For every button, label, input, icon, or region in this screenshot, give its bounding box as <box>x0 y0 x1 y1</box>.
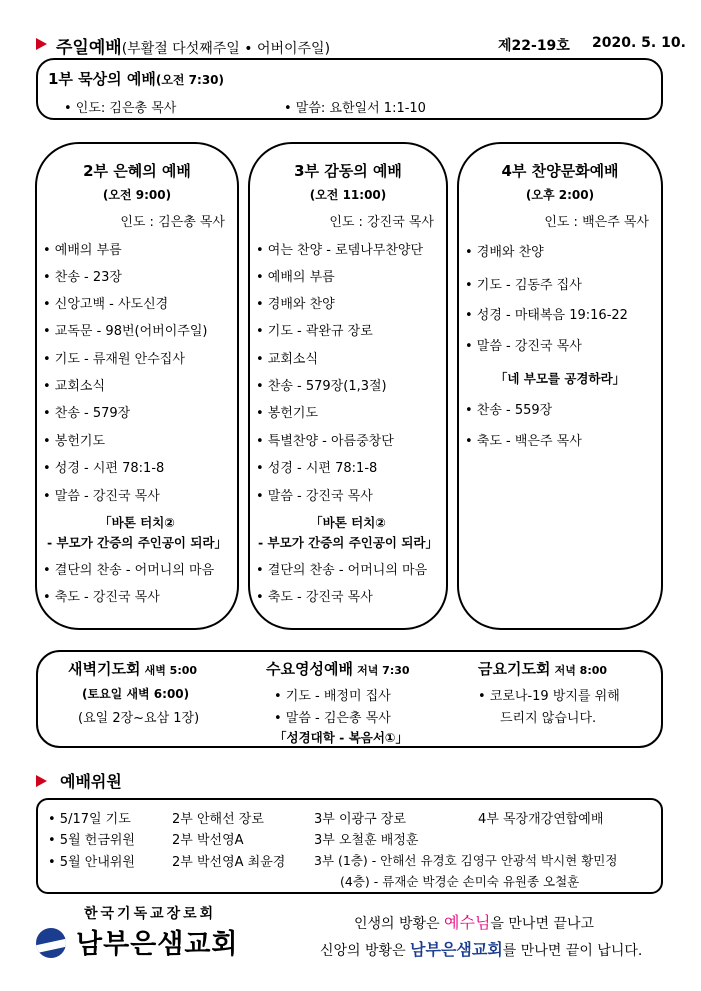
dawn-prayer-title: 새벽기도회 <box>68 660 141 678</box>
friday-notice-cont: 드리지 않습니다. <box>500 711 597 726</box>
service-title: 4부 찬양문화예배 <box>501 162 619 180</box>
first-service-leader: • 인도: 김은총 목사 <box>64 101 177 116</box>
workers-entry: 2부 박선영A <box>172 833 244 848</box>
sermon-title: 「네 부모를 공경하라」 <box>494 371 626 386</box>
weekday-services-box <box>36 650 663 748</box>
dawn-prayer-saturday: (토요일 새벽 6:00) <box>82 687 190 701</box>
wednesday-service-heading <box>266 658 410 679</box>
service-time: (오전 11:00) <box>309 188 387 202</box>
workers-entry: 3부 오철훈 배정훈 <box>314 833 419 848</box>
service-column-2 <box>35 142 239 630</box>
service-time: (오후 2:00) <box>525 188 595 202</box>
motto-highlight: 예수님 <box>444 913 491 932</box>
service-item: • 신앙고백 - 사도신경 <box>43 297 169 312</box>
service-item: • 성경 - 시편 78:1-8 <box>256 461 378 476</box>
service-item: • 특별찬양 - 아름중창단 <box>256 434 394 449</box>
sermon-subtitle: - 부모가 간증의 주인공이 되라」 <box>258 535 438 550</box>
dawn-prayer-heading <box>68 658 197 679</box>
motto-line-2 <box>320 937 642 960</box>
church-name: 남부은샘교회 <box>76 929 239 960</box>
service-item: • 말씀 - 강진국 목사 <box>256 489 373 504</box>
friday-prayer-heading <box>478 658 607 679</box>
wednesday-service-time: 저녁 7:30 <box>357 664 410 677</box>
dawn-prayer-range: (요일 2장~요삼 1장) <box>78 711 200 726</box>
service-item: • 교독문 - 98번(어버이주일) <box>43 324 208 339</box>
service-item: • 찬송 - 579장(1,3절) <box>256 379 387 394</box>
first-service-title: 1부 묵상의 예배 <box>48 70 156 88</box>
motto-text: 를 만나면 끝이 납니다. <box>502 943 643 959</box>
service-item: • 축도 - 강진국 목사 <box>43 590 160 605</box>
workers-arrow-icon <box>36 775 47 787</box>
workers-entry: 3부 이광구 장로 <box>314 812 406 827</box>
workers-entry: 2부 안해선 장로 <box>172 812 264 827</box>
service-item: • 성경 - 시편 78:1-8 <box>43 461 165 476</box>
service-leader: 인도 : 백은주 목사 <box>544 215 649 230</box>
service-item: • 경배와 찬양 <box>465 245 544 260</box>
service-item: • 교회소식 <box>256 352 319 367</box>
service-item: • 결단의 찬송 - 어머니의 마음 <box>256 563 428 578</box>
service-title: 2부 은혜의 예배 <box>83 162 191 180</box>
workers-box <box>36 798 663 894</box>
sermon-subtitle: - 부모가 간증의 주인공이 되라」 <box>47 535 227 550</box>
service-item: • 기도 - 곽완규 장로 <box>256 324 373 339</box>
dawn-prayer-time: 새벽 5:00 <box>144 664 198 677</box>
workers-label: • 5/17일 기도 <box>48 812 131 827</box>
service-item: • 결단의 찬송 - 어머니의 마음 <box>43 563 215 578</box>
workers-entry: (4층) - 류재순 박경순 손미숙 유원종 오철훈 <box>340 874 580 889</box>
workers-title: 예배위원 <box>60 772 122 791</box>
sermon-title: 「바톤 터치② <box>99 515 175 530</box>
friday-prayer-time: 저녁 8:00 <box>554 664 608 677</box>
service-item: • 축도 - 백은주 목사 <box>465 434 582 449</box>
service-item: • 성경 - 마태복음 19:16-22 <box>465 308 628 323</box>
issue-number: 제22-19호 <box>498 38 570 54</box>
service-leader: 인도 : 강진국 목사 <box>329 215 434 230</box>
motto-text: 신앙의 방황은 <box>320 943 411 959</box>
denomination-name: 한국기독교장로회 <box>84 906 217 922</box>
sermon-title: 「바톤 터치② <box>310 515 386 530</box>
service-column-3 <box>248 142 448 630</box>
page-title: 주일예배 <box>56 38 122 58</box>
first-service-sermon: • 말씀: 요한일서 1:1-10 <box>284 101 426 116</box>
friday-prayer-title: 금요기도회 <box>478 660 551 678</box>
header-arrow-icon <box>36 38 47 50</box>
service-item: • 예배의 부름 <box>256 270 335 285</box>
service-item: • 찬송 - 579장 <box>43 406 131 421</box>
page-subtitle: (부활절 다섯째주일 • 어버이주일) <box>121 41 331 57</box>
service-item: • 말씀 - 강진국 목사 <box>465 339 582 354</box>
first-service-time: (오전 7:30) <box>155 73 225 87</box>
service-item: • 봉헌기도 <box>256 406 319 421</box>
service-item: • 말씀 - 강진국 목사 <box>43 489 160 504</box>
service-item: • 기도 - 김동주 집사 <box>465 278 582 293</box>
service-item: • 축도 - 강진국 목사 <box>256 590 373 605</box>
motto-highlight: 남부은샘교회 <box>410 940 503 959</box>
service-item: • 찬송 - 23장 <box>43 270 122 285</box>
workers-entry: 4부 목장개강연합예배 <box>478 812 604 827</box>
service-time: (오전 9:00) <box>102 188 172 202</box>
first-service-box <box>36 58 663 120</box>
issue-date: 2020. 5. 10. <box>592 35 686 51</box>
workers-label: • 5월 안내위원 <box>48 855 135 870</box>
wednesday-theme: 「성경대학 - 복음서①」 <box>274 730 409 745</box>
motto-line-1 <box>354 910 594 933</box>
church-logo-icon <box>36 928 66 958</box>
motto-text: 인생의 방황은 <box>354 916 445 932</box>
service-leader: 인도 : 김은총 목사 <box>120 215 225 230</box>
friday-notice: • 코로나-19 방지를 위해 <box>478 689 620 704</box>
service-title: 3부 감동의 예배 <box>294 162 402 180</box>
motto-text: 을 만나면 끝나고 <box>490 916 594 932</box>
service-column-4 <box>457 142 663 630</box>
wednesday-service-title: 수요영성예배 <box>266 660 353 678</box>
service-item: • 찬송 - 559장 <box>465 403 553 418</box>
workers-entry: 2부 박선영A 최윤경 <box>172 855 286 870</box>
service-item: • 예배의 부름 <box>43 243 122 258</box>
service-item: • 여는 찬양 - 로뎀나무찬양단 <box>256 243 424 258</box>
wednesday-prayer: • 기도 - 배정미 집사 <box>274 689 391 704</box>
wednesday-sermon: • 말씀 - 김은총 목사 <box>274 711 391 726</box>
service-item: • 봉헌기도 <box>43 434 106 449</box>
service-item: • 교회소식 <box>43 379 106 394</box>
page-header <box>56 33 330 58</box>
service-item: • 경배와 찬양 <box>256 297 335 312</box>
first-service-heading <box>48 68 224 89</box>
service-item: • 기도 - 류재원 안수집사 <box>43 352 185 367</box>
workers-label: • 5월 헌금위원 <box>48 833 135 848</box>
workers-entry: 3부 (1층) - 안해선 유경호 김영구 안광석 박시현 황민정 <box>314 853 618 868</box>
